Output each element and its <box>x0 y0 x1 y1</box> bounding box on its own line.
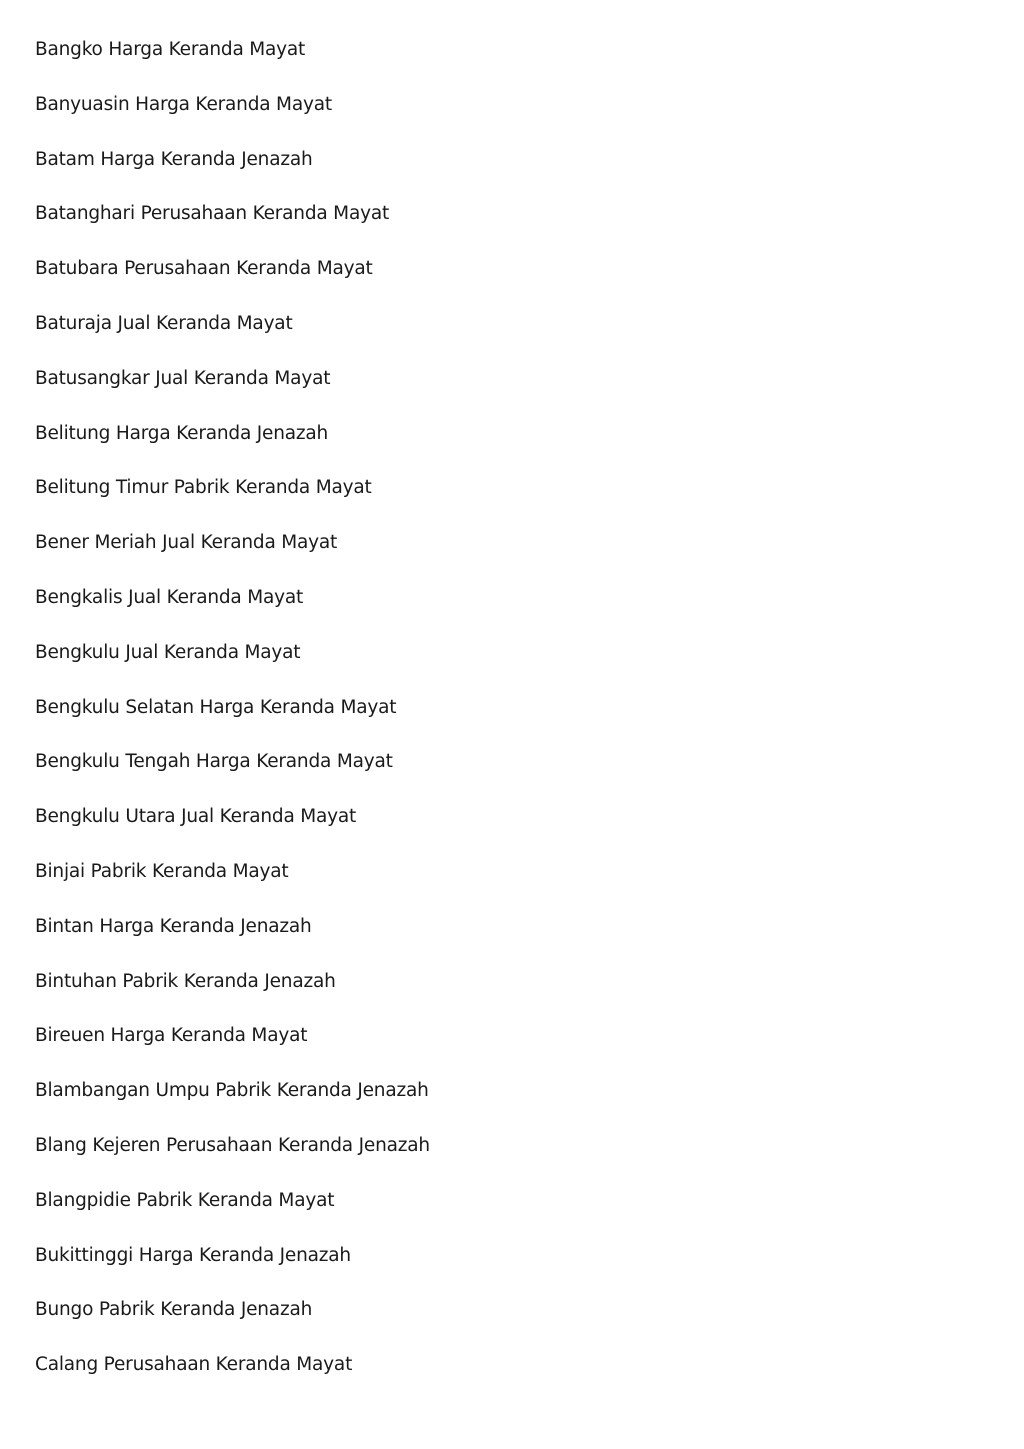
list-item <box>35 310 430 365</box>
list-item <box>35 1187 430 1242</box>
list-item <box>35 36 430 91</box>
list-item <box>35 694 430 749</box>
link-item[interactable]: Calang Perusahaan Keranda Mayat <box>35 1354 353 1376</box>
link-item[interactable]: Bengkalis Jual Keranda Mayat <box>35 586 304 608</box>
list-item <box>35 748 430 803</box>
link-item[interactable]: Blangpidie Pabrik Keranda Mayat <box>35 1189 335 1211</box>
link-item[interactable]: Bangko Harga Keranda Mayat <box>35 39 306 60</box>
list-item <box>35 803 430 858</box>
list-item <box>35 1022 430 1077</box>
link-item[interactable]: Banyuasin Harga Keranda Mayat <box>35 93 332 115</box>
link-item[interactable]: Bengkulu Jual Keranda Mayat <box>35 641 301 663</box>
link-item[interactable]: Blang Kejeren Perusahaan Keranda Jenazah <box>35 1134 430 1156</box>
list-item <box>35 91 430 146</box>
list-item <box>35 913 430 968</box>
list-item <box>35 1351 430 1406</box>
link-item[interactable]: Bukittinggi Harga Keranda Jenazah <box>35 1244 351 1266</box>
link-item[interactable]: Bengkulu Selatan Harga Keranda Mayat <box>35 696 397 718</box>
link-item[interactable]: Bengkulu Tengah Harga Keranda Mayat <box>35 751 393 773</box>
link-item[interactable]: Blambangan Umpu Pabrik Keranda Jenazah <box>35 1080 429 1102</box>
link-item[interactable]: Bengkulu Utara Jual Keranda Mayat <box>35 806 357 828</box>
link-item[interactable]: Batanghari Perusahaan Keranda Mayat <box>35 203 390 225</box>
list-item <box>35 858 430 913</box>
link-list <box>35 36 430 1406</box>
list-item <box>35 1242 430 1297</box>
link-item[interactable]: Batusangkar Jual Keranda Mayat <box>35 367 331 389</box>
link-item[interactable]: Batubara Perusahaan Keranda Mayat <box>35 258 373 280</box>
list-item <box>35 584 430 639</box>
link-item[interactable]: Bintan Harga Keranda Jenazah <box>35 915 312 937</box>
link-item[interactable]: Baturaja Jual Keranda Mayat <box>35 312 293 334</box>
link-item[interactable]: Belitung Timur Pabrik Keranda Mayat <box>35 477 372 499</box>
link-item[interactable]: Binjai Pabrik Keranda Mayat <box>35 860 289 882</box>
list-item <box>35 1077 430 1132</box>
link-item[interactable]: Bungo Pabrik Keranda Jenazah <box>35 1299 313 1321</box>
link-item[interactable]: Belitung Harga Keranda Jenazah <box>35 422 329 444</box>
list-item <box>35 474 430 529</box>
link-item[interactable]: Bintuhan Pabrik Keranda Jenazah <box>35 970 336 992</box>
list-item <box>35 639 430 694</box>
link-item[interactable]: Bireuen Harga Keranda Mayat <box>35 1025 308 1047</box>
list-item <box>35 200 430 255</box>
list-item <box>35 146 430 201</box>
list-item <box>35 255 430 310</box>
link-item[interactable]: Bener Meriah Jual Keranda Mayat <box>35 532 338 554</box>
list-item <box>35 529 430 584</box>
list-item <box>35 365 430 420</box>
list-item <box>35 1132 430 1187</box>
list-item <box>35 1296 430 1351</box>
list-item <box>35 420 430 475</box>
link-item[interactable]: Batam Harga Keranda Jenazah <box>35 148 313 170</box>
list-item <box>35 968 430 1023</box>
